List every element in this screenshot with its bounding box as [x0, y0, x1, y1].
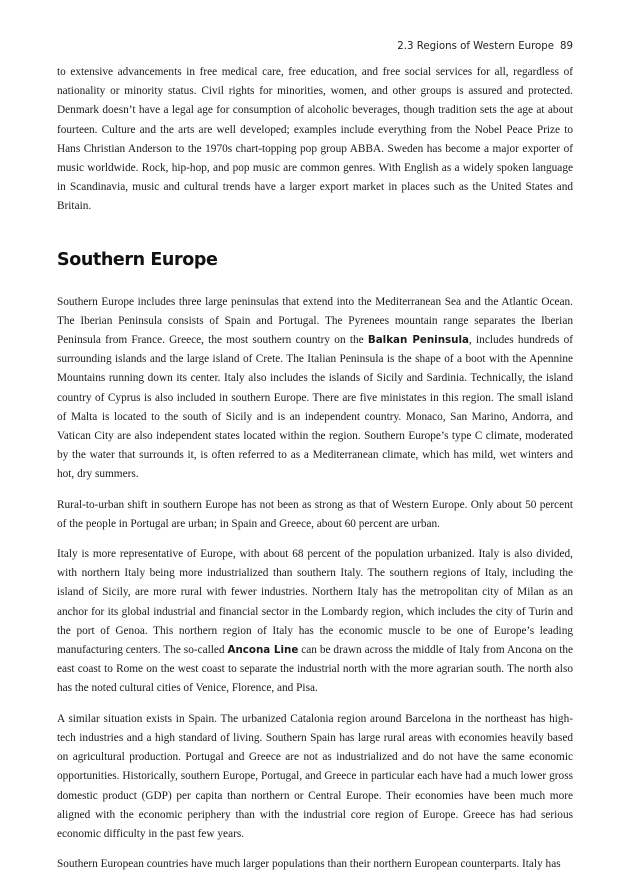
page-number: 89: [560, 41, 573, 52]
keyword-balkan-peninsula: Balkan Peninsula: [367, 334, 469, 347]
keyword-ancona-line: Ancona Line: [227, 644, 299, 657]
paragraph-italy: [57, 545, 573, 699]
paragraph-text: Italy is more representative of Europe, with about 68 percent of the population urbanized. Italy is also divided, with northern Italy being more industrialized than southern Italy. The southern regions of Italy, including the island of Sicily, are more rural with fewer industries. Northern Italy has the metropolitan city of Milan as an anchor for its global industrial and financial sector in the Lombardy region, which includes the city of Turin and the port of Genoa. This northern region of Italy has the economic muscle to be one of Europe’s leading manufacturing centers. The so-called: [57, 548, 573, 657]
paragraph-populations: Southern European countries have much larger populations than their northern European counterparts. Italy has: [57, 858, 561, 871]
paragraph-text: can be drawn across the middle of Italy from Ancona on the east coast to Rome on the west coast to separate the industrial north with the more agrarian south. The north also has the noted cultural cities of Venice, Florence, and Pisa.: [57, 644, 574, 695]
paragraph-text: , includes hundreds of surrounding islands and the large island of Crete. The Italian Peninsula is the shape of a boot with the Apennine Mountains running down its center. Italy also includes the islands of Sicily and Sardinia. Technically, the island country of Cyprus is also included in southern Europe. There are five ministates in this region. The small island of Malta is located to the south of Sicily and is an independent country. Monaco, San Marino, Andorra, and Vatican City are also independent states located within the region. Southern Europe’s type C climate, moderated by the water that surrounds it, is often referred to as a Mediterranean climate, which has mild, wet winters and hot, dry summers.: [57, 334, 573, 481]
page-body: [57, 63, 573, 874]
paragraph-urbanization: Rural-to-urban shift in southern Europe has not been as strong as that of Western Europe. Only about 50 percent of the people in Portugal are urban; in Spain and Greece, about 60 percent are urban.: [57, 498, 573, 530]
paragraph-text: Southern Europe includes three large peninsulas that extend into the Mediterranean Sea and the Atlantic Ocean. The Iberian Peninsula consists of Spain and Portugal. The Pyrenees mountain range separates the Iberian Peninsula from France. Greece, the most southern country on the: [57, 295, 573, 347]
paragraph-spain: A similar situation exists in Spain. The urbanized Catalonia region around Barcelona in the northeast has high-tech industries and a high standard of living. Southern Spain has large rural areas with economies heavily based on agricultural production. Portugal and Greece are not as industrialized and do not have the same economic opportunities. Historically, southern Europe, Portugal, and Greece in particular each have had a much lower gross domestic product (GDP) per capita than northern or Central Europe. Their economies have been much more aligned with the economic periphery than with the industrial core region of Europe. Greece has had serious economic difficulty in the past few years.: [57, 712, 573, 840]
paragraph-peninsulas: [57, 293, 573, 485]
intro-paragraph: to extensive advancements in free medical care, free education, and free social services for all, regardless of nationality or minority status. Civil rights for minorities, women, and other groups is assured and protected. Denmark doesn’t have a legal age for consumption of alcoholic beverages, though tradition sets the age at about fourteen. Culture and the arts are well developed; examples include everything from the Nobel Peace Prize to Hans Christian Anderson to the 1970s chart-topping pop group ABBA. Sweden has become a major exporter of music worldwide. Rock, hip-hop, and pop music are common genres. With English as a widely spoken language in Scandinavia, music and cultural trends have a larger export market in places such as the United States and Britain.: [57, 66, 573, 213]
running-header: [397, 41, 573, 52]
section-reference: 2.3 Regions of Western Europe: [397, 41, 555, 52]
section-heading: Southern Europe: [57, 249, 218, 270]
